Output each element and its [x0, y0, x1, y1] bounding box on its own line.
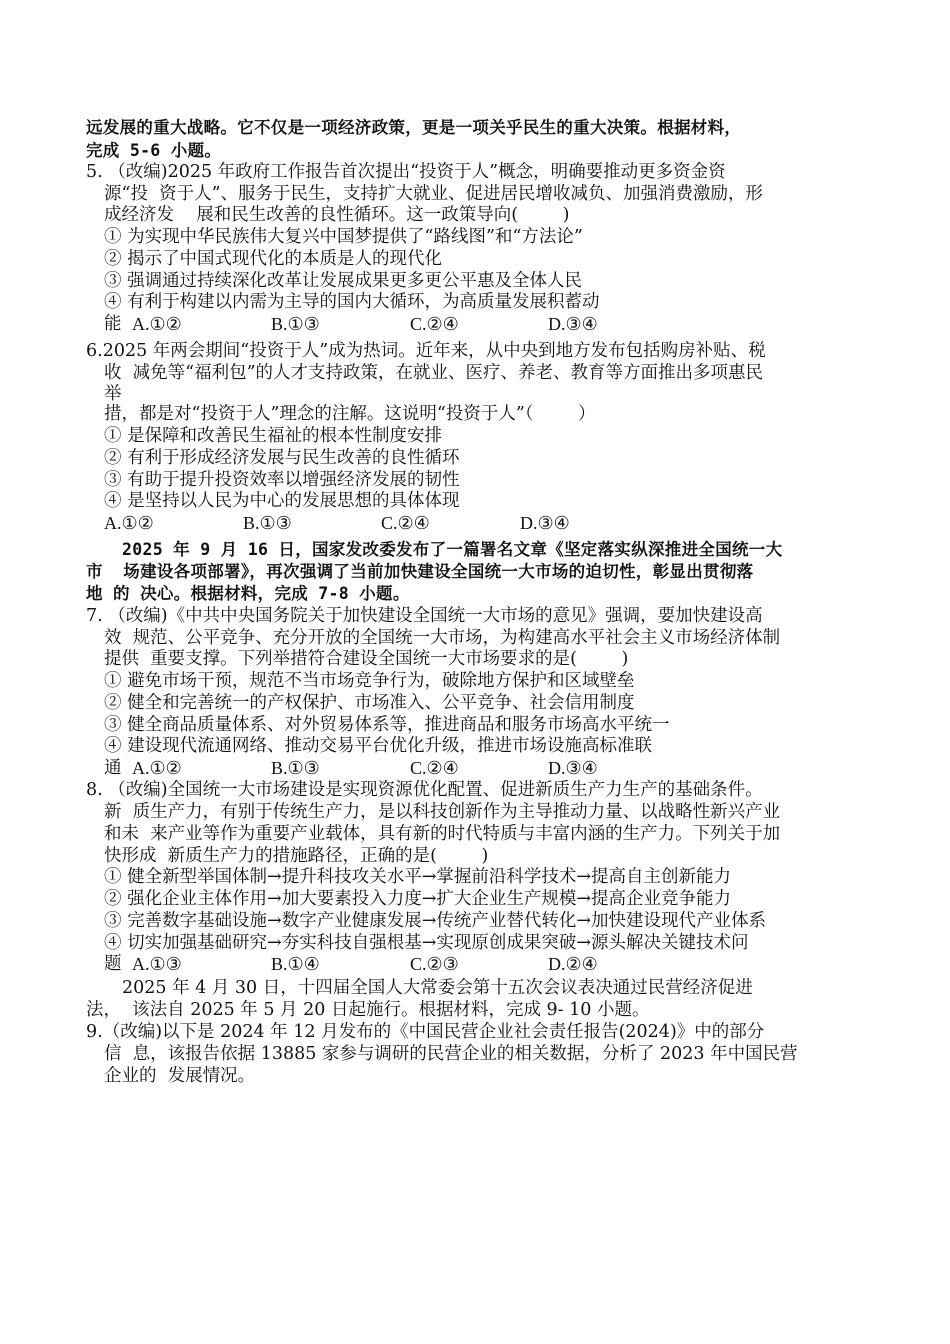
intro-7-8-line-2: 市 场建设各项部署》，再次强调了当前加快建设全国统一大市场的迫切性，彰显出贯彻落: [86, 562, 754, 581]
intro-5-6-line-1: 远发展的重大战略。它不仅是一项经济政策，更是一项关乎民生的重大决策。根据材料，: [86, 118, 742, 137]
question-5-choice-prefix: 能: [104, 314, 122, 334]
question-8-option-4: ④ 切实加强基础研究→夯实科技自强根基→实现原创成果突破→源头解决关键技术问: [104, 933, 749, 953]
question-5-option-3: ③ 强调通过持续深化改革让发展成果更多更公平惠及全体人民: [104, 271, 583, 291]
question-5-option-2: ② 揭示了中国式现代化的本质是人的现代化: [104, 249, 443, 269]
question-7-stem-line-2: 效 规范、公平竞争、充分开放的全国统一大市场，为构建高水平社会主义市场经济体制: [104, 628, 781, 648]
question-8-option-2: ② 强化企业主体作用→加大要素投入力度→扩大企业生产规模→提高企业竞争能力: [104, 889, 732, 909]
question-7-stem-line-1: 7. （改编)《中共中央国务院关于加快建设全国统一大市场的意见》强调，要加快建设高: [86, 606, 763, 626]
question-5-stem-line-2: 源“投 资于人”、服务于民生，支持扩大就业、促进居民增收减负、加强消费激励，形: [104, 184, 764, 204]
question-5-choice-a: A.①②: [132, 314, 182, 334]
question-6-stem-line-1: 6.2025 年两会期间“投资于人”成为热词。近年来，从中央到地方发布包括购房补贴、税: [86, 341, 766, 361]
intro-7-8-line-1: 2025 年 9 月 16 日，国家发改委发布了一篇署名文章《坚定落实纵深推进全国统一大: [122, 540, 783, 559]
question-5-option-4: ④ 有利于构建以内需为主导的国内大循环，为高质量发展积蓄动: [104, 292, 600, 312]
question-6-stem-line-4: 措，都是对“投资于人”理念的注解。这说明“投资于人”（ ）: [104, 404, 596, 424]
question-8-choice-c: C.②③: [410, 954, 459, 974]
question-7-choice-b: B.①③: [271, 758, 320, 778]
question-5-choice-c: C.②④: [410, 314, 459, 334]
question-8-choice-prefix: 题: [104, 954, 122, 974]
question-7-choice-a: A.①②: [132, 758, 182, 778]
question-6-stem-line-2: 收 减免等“福利包”的人才支持政策，在就业、医疗、养老、教育等方面推出多项惠民: [104, 363, 764, 383]
question-9-stem-line-3: 企业的 发展情况。: [104, 1066, 256, 1086]
question-7-option-3: ③ 健全商品质量体系、对外贸易体系等，推进商品和服务市场高水平统一: [104, 715, 670, 735]
question-7-option-4: ④ 建设现代流通网络、推动交易平台优化升级，推进市场设施高标准联: [104, 736, 653, 756]
question-7-choice-prefix: 通: [104, 758, 122, 778]
question-9-stem-line-2: 信 息，该报告依据 13885 家参与调研的民营企业的相关数据，分析了 2023 年中国民营: [104, 1044, 798, 1064]
question-6-stem-line-3: 举: [104, 384, 122, 404]
question-6-option-1: ① 是保障和改善民生福祉的根本性制度安排: [104, 426, 443, 446]
question-6-choice-d: D.③④: [520, 513, 570, 533]
question-5-option-1: ① 为实现中华民族伟大复兴中国梦提供了“路线图”和“方法论”: [104, 227, 583, 247]
question-7-choice-c: C.②④: [410, 758, 459, 778]
question-7-option-1: ① 避免市场干预，规范不当市场竞争行为，破除地方保护和区域壁垒: [104, 671, 635, 691]
question-6-option-4: ④ 是坚持以人民为中心的发展思想的具体体现: [104, 491, 460, 511]
question-5-stem-line-1: 5. （改编)2025 年政府工作报告首次提出“投资于人”概念，明确要推动更多资金资: [86, 162, 726, 182]
question-8-option-1: ① 健全新型举国体制→提升科技攻关水平→掌握前沿科学技术→提高自主创新能力: [104, 867, 732, 887]
question-8-stem-line-1: 8. （改编)全国统一大市场建设是实现资源优化配置、促进新质生产力生产的基础条件。: [86, 780, 763, 800]
question-8-stem-line-2: 新 质生产力，有别于传统生产力，是以科技创新作为主导推动力量、以战略性新兴产业: [104, 802, 781, 822]
question-8-stem-line-3: 和未 来产业等作为重要产业载体，具有新的时代特质与丰富内涵的生产力。下列关于加: [104, 824, 781, 844]
question-8-option-3: ③ 完善数字基础设施→数字产业健康发展→传统产业替代转化→加快建设现代产业体系: [104, 911, 767, 931]
question-6-choice-a: A.①②: [104, 513, 154, 533]
question-8-stem-line-4: 快形成 新质生产力的措施路径，正确的是( ): [104, 846, 489, 866]
question-8-choice-b: B.①④: [271, 954, 320, 974]
intro-9-10-line-2: 法， 该法自 2025 年 5 月 20 日起施行。根据材料，完成 9- 10 小题。: [86, 1000, 650, 1020]
intro-5-6-line-2: 完成 5-6 小题。: [86, 141, 222, 160]
question-5-stem-line-3: 成经济发 展和民生改善的良性循环。这一政策导向( ): [104, 205, 570, 225]
question-7-choice-d: D.③④: [548, 758, 598, 778]
intro-9-10-line-1: 2025 年 4 月 30 日，十四届全国人大常委会第十五次会议表决通过民营经济促进: [122, 978, 753, 998]
question-6-choice-c: C.②④: [381, 513, 430, 533]
question-9-stem-line-1: 9.（改编)以下是 2024 年 12 月发布的《中国民营企业社会责任报告(2024)》中的部分: [86, 1022, 765, 1042]
question-8-choice-a: A.①③: [132, 954, 182, 974]
question-7-option-2: ② 健全和完善统一的产权保护、市场准入、公平竞争、社会信用制度: [104, 693, 635, 713]
question-6-option-2: ② 有利于形成经济发展与民生改善的良性循环: [104, 448, 460, 468]
question-5-choice-b: B.①③: [271, 314, 320, 334]
question-8-choice-d: D.②④: [548, 954, 598, 974]
question-6-option-3: ③ 有助于提升投资效率以增强经济发展的韧性: [104, 470, 460, 490]
intro-7-8-line-3: 地 的 决心。根据材料，完成 7-8 小题。: [86, 584, 410, 603]
question-7-stem-line-3: 提供 重要支撑。下列举措符合建设全国统一大市场要求的是( ): [104, 649, 629, 669]
question-5-choice-d: D.③④: [548, 314, 598, 334]
question-6-choice-b: B.①③: [243, 513, 292, 533]
